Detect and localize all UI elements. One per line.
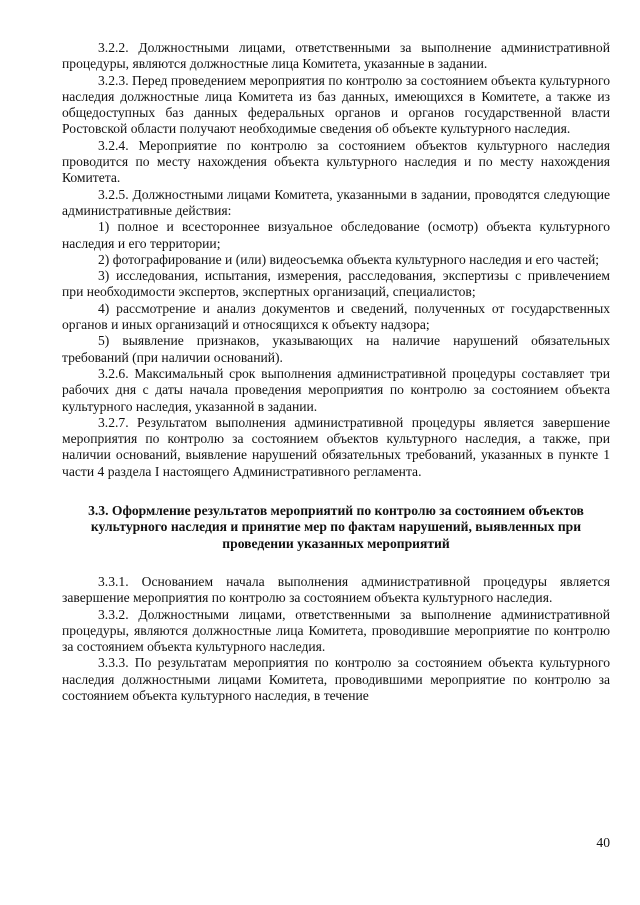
paragraph-3-3-1: 3.3.1. Основанием начала выполнения административной процедуры является завершение мероприятия по контролю за состоянием объекта культурного наследия. [62, 573, 610, 606]
page-body [62, 40, 610, 704]
paragraph-3-2-5: 3.2.5. Должностными лицами Комитета, указанными в задании, проводятся следующие административные действия: [62, 186, 610, 218]
paragraph-3-3-3: 3.3.3. По результатам мероприятия по контролю за состоянием объекта культурного наследия должностными лицами Комитета, проводившими мероприятие по контролю за состоянием объекта культурного наследия, в течение [62, 655, 610, 703]
list-item-5: 5) выявление признаков, указывающих на наличие нарушений обязательных требований (при наличии оснований). [62, 333, 610, 365]
list-item-2: 2) фотографирование и (или) видеосъемка объекта культурного наследия и его частей; [98, 251, 600, 267]
section-heading-3-3: 3.3. Оформление результатов мероприятий по контролю за состоянием объектов культурного наследия и принятие мер по фактам нарушений, выявленных при проведении указанных мероприятий [88, 503, 584, 551]
paragraph-3-2-6: 3.2.6. Максимальный срок выполнения административной процедуры составляет три рабочих дня с даты начала проведения мероприятия по контролю за состоянием объекта культурного наследия, указанной в задании. [62, 365, 610, 414]
paragraph-3-2-3: 3.2.3. Перед проведением мероприятия по контролю за состоянием объекта культурного наследия должностные лица Комитета из баз данных, имеющихся в Комитете, а также из общедоступных баз данных федеральных органов и органов государственной власти Ростовской области получают необходимые сведения об объекте культурного наследия. [62, 72, 610, 137]
paragraph-3-2-4: 3.2.4. Мероприятие по контролю за состоянием объектов культурного наследия проводится по месту нахождения объекта культурного наследия и по месту нахождения Комитета. [62, 137, 610, 186]
paragraph-3-3-2: 3.3.2. Должностными лицами, ответственными за выполнение административной процедуры, являются должностные лица Комитета, проводившие мероприятие по контролю за состоянием объекта культурного наследия. [62, 606, 610, 655]
paragraph-3-2-2: 3.2.2. Должностными лицами, ответственными за выполнение административной процедуры, являются должностные лица Комитета, указанные в задании. [62, 40, 610, 72]
page-number: 40 [596, 835, 610, 850]
list-item-3: 3) исследования, испытания, измерения, расследования, экспертизы с привлечением при необходимости экспертов, экспертных организаций, специалистов; [62, 268, 610, 300]
paragraph-3-2-7: 3.2.7. Результатом выполнения административной процедуры является завершение мероприятия по контролю за состоянием объектов культурного наследия, а также, при наличии оснований, выявление нарушений обязательных требований, указанных в пункте 1 части 4 раздела I настоящего Административного регламента. [62, 414, 610, 479]
list-item-1: 1) полное и всестороннее визуальное обследование (осмотр) объекта культурного наследия и его территории; [62, 219, 610, 251]
list-item-4: 4) рассмотрение и анализ документов и сведений, полученных от государственных органов и иных организаций и относящихся к объекту надзора; [62, 300, 610, 333]
